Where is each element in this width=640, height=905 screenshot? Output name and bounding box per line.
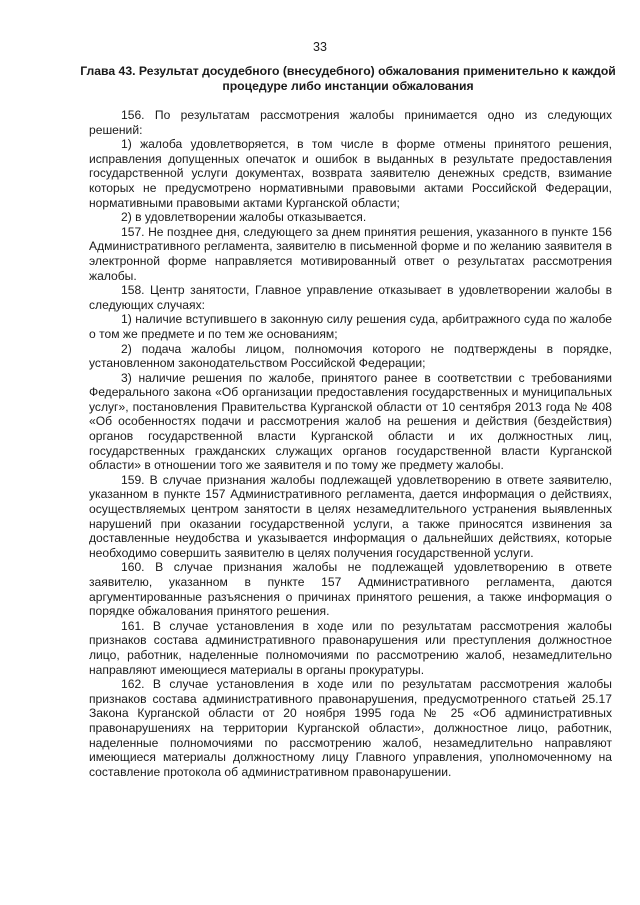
chapter-title: Глава 43. Результат досудебного (внесудебного) обжалования применительно к каждой процедуре либо инстанции обжалования (80, 64, 616, 93)
paragraph-160: 160. В случае признания жалобы не подлежащей удовлетворению в ответе заявителю, указанном в пункте 157 Административного регламента, даются аргументированные разъяснения о причинах принятого решения, а также информация о порядке обжалования принятого решения. (89, 560, 612, 619)
paragraph-157: 157. Не позднее дня, следующего за днем принятия решения, указанного в пункте 156 Административного регламента, заявителю в письменной форме и по желанию заявителя в электронной форме направляется мотивированный ответ о результатах рассмотрения жалобы. (89, 224, 612, 283)
paragraph-156-item-1: 1) жалоба удовлетворяется, в том числе в форме отмены принятого решения, исправления допущенных опечаток и ошибок в выданных в результате предоставления государственной услуги документах, возврата заявителю денежных средств, взимание которых не предусмотрено нормативными правовыми актами Российской Федерации, нормативными правовыми актами Курганской области; (89, 137, 612, 210)
body-text (89, 108, 612, 779)
paragraph-159: 159. В случае признания жалобы подлежащей удовлетворению в ответе заявителю, указанном в пункте 157 Административного регламента, дается информация о действиях, осуществляемых центром занятости в целях незамедлительного устранения выявленных нарушений при оказании государственной услуги, а также приносятся извинения за доставленные неудобства и указывается информация о дальнейших действиях, которые необходимо совершить заявителю в целях получения государственной услуги. (89, 472, 612, 560)
paragraph-158-item-2: 2) подача жалобы лицом, полномочия которого не подтверждены в порядке, установленном законодательством Российской Федерации; (89, 341, 612, 371)
paragraph-162: 162. В случае установления в ходе или по результатам рассмотрения жалобы признаков состава административного правонарушения, предусмотренного статьей 25.17 Закона Курганской области от 20 ноября 1995 года № 25 «Об административных правонарушениях на территории Курганской области», должностное лицо, работник, наделенные полномочиями по рассмотрению жалоб, незамедлительно направляют имеющиеся материалы должностному лицу Главного управления, уполномоченному на составление протокола об административном правонарушении. (89, 677, 612, 779)
paragraph-156-item-2: 2) в удовлетворении жалобы отказывается. (121, 210, 367, 225)
page-number: 33 (313, 40, 327, 54)
paragraph-158: 158. Центр занятости, Главное управление отказывает в удовлетворении жалобы в следующих случаях: (89, 283, 612, 312)
paragraph-161: 161. В случае установления в ходе или по результатам рассмотрения жалобы признаков состава административного правонарушения или преступления должностное лицо, работник, наделенные полномочиями по рассмотрению жалоб, незамедлительно направляют имеющиеся материалы в органы прокуратуры. (89, 618, 612, 677)
paragraph-158-item-3: 3) наличие решения по жалобе, принятого ранее в соответствии с требованиями Федерального закона «Об организации предоставления государственных и муниципальных услуг», постановления Правительства Курганской области от 10 сентября 2013 года № 408 «Об особенностях подачи и рассмотрения жалоб на решения и действия (бездействия) органов государственной власти Курганской области и их должностных лиц, государственных гражданских служащих органов государственной власти Курганской области» в отношении того же заявителя и по тому же предмету жалобы. (89, 370, 612, 473)
paragraph-156: 156. По результатам рассмотрения жалобы принимается одно из следующих решений: (89, 108, 612, 137)
paragraph-158-item-1: 1) наличие вступившего в законную силу решения суда, арбитражного суда по жалобе о том же предмете и по тем же основаниям; (89, 312, 612, 341)
